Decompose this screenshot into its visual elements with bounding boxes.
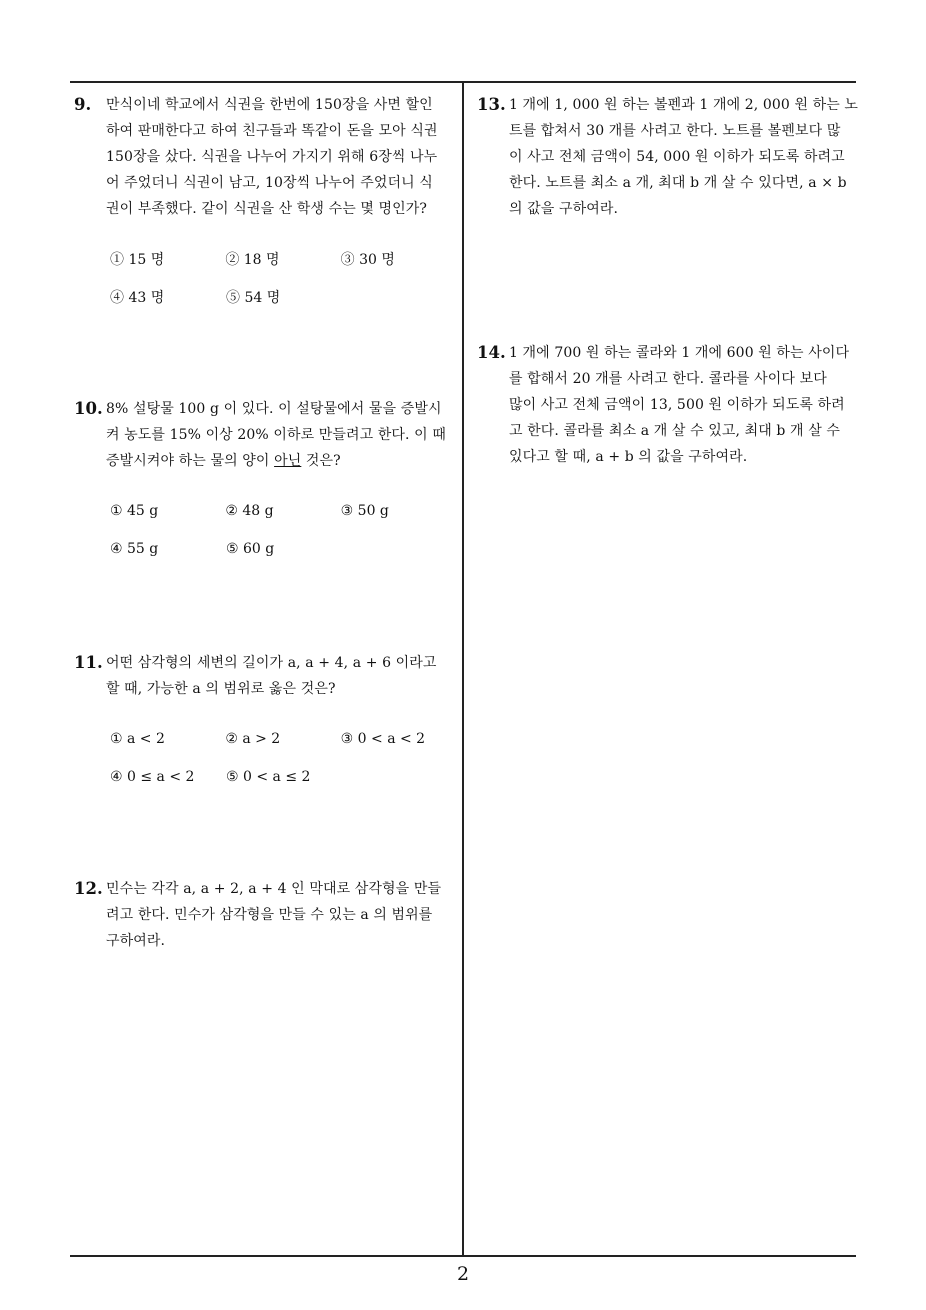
question-line: 150장을 샀다. 식권을 나누어 가지기 위해 6장씩 나누 (106, 149, 438, 165)
question-number: 10. (74, 399, 103, 418)
bottom-rule (70, 1255, 856, 1257)
column-divider (462, 81, 464, 1256)
page-number: 2 (456, 1263, 470, 1285)
question-line: 를 합해서 20 개를 사려고 한다. 콜라를 사이다 보다 (509, 371, 827, 387)
question-line: 이 사고 전체 금액이 54, 000 원 이하가 되도록 하려고 (509, 149, 845, 165)
question-text (106, 876, 456, 954)
question-line: 1 개에 700 원 하는 콜라와 1 개에 600 원 하는 사이다 (509, 345, 850, 361)
question-number: 11. (74, 653, 103, 672)
question-14 (477, 340, 862, 470)
choice-4[interactable]: ④ 43 명 (110, 290, 165, 306)
question-line: 하여 판매한다고 하여 친구들과 똑같이 돈을 모아 식권 (106, 123, 438, 139)
question-number: 9. (74, 95, 92, 114)
question-text (106, 396, 456, 474)
answer-choices (110, 720, 456, 796)
question-number: 12. (74, 879, 103, 898)
question-line: 구하여라. (106, 933, 166, 949)
answer-choices (110, 492, 456, 568)
choice-5[interactable]: ⑤ 0 < a ≤ 2 (226, 769, 311, 785)
choice-3[interactable]: ③ 50 g (340, 503, 389, 519)
choice-1[interactable]: ① 45 g (110, 503, 159, 519)
question-line: 만식이네 학교에서 식권을 한번에 150장을 사면 할인 (106, 97, 433, 113)
question-line (106, 448, 456, 474)
question-line: 어 주었더니 식권이 남고, 10장씩 나누어 주었더니 식 (106, 175, 433, 191)
choice-2[interactable]: ② 18 명 (225, 252, 280, 268)
question-9 (74, 92, 456, 316)
question-line: 고 한다. 콜라를 최소 a 개 살 수 있고, 최대 b 개 살 수 (509, 423, 840, 439)
underlined-word: 아닌 (274, 453, 302, 469)
question-line: 트를 합쳐서 30 개를 사려고 한다. 노트를 볼펜보다 많 (509, 123, 841, 139)
choice-4[interactable]: ④ 0 ≤ a < 2 (110, 769, 195, 785)
choice-1[interactable]: ① 15 명 (110, 252, 165, 268)
choice-1[interactable]: ① a < 2 (110, 731, 165, 747)
question-text (106, 650, 456, 702)
choice-2[interactable]: ② a > 2 (225, 731, 281, 747)
answer-choices (110, 240, 456, 316)
question-line: 있다고 할 때, a + b 의 값을 구하여라. (509, 449, 748, 465)
question-12 (74, 876, 456, 954)
question-line: 8% 설탕물 100 g 이 있다. 이 설탕물에서 물을 증발시 (106, 401, 442, 417)
question-line: 할 때, 가능한 a 의 범위로 옳은 것은? (106, 681, 336, 697)
choice-3[interactable]: ③ 0 < a < 2 (340, 731, 426, 747)
question-line: 어떤 삼각형의 세변의 길이가 a, a + 4, a + 6 이라고 (106, 655, 437, 671)
question-line-part: 증발시켜야 하는 물의 양이 (106, 453, 275, 469)
question-11 (74, 650, 456, 796)
choice-5[interactable]: ⑤ 60 g (226, 541, 275, 557)
question-line: 한다. 노트를 최소 a 개, 최대 b 개 살 수 있다면, a × b (509, 175, 847, 191)
question-10 (74, 396, 456, 568)
choice-4[interactable]: ④ 55 g (110, 541, 159, 557)
question-line: 켜 농도를 15% 이상 20% 이하로 만들려고 한다. 이 때 (106, 427, 446, 443)
question-number: 13. (477, 95, 506, 114)
question-13 (477, 92, 862, 222)
question-line: 려고 한다. 민수가 삼각형을 만들 수 있는 a 의 범위를 (106, 907, 433, 923)
question-line: 권이 부족했다. 같이 식권을 산 학생 수는 몇 명인가? (106, 201, 428, 217)
question-text (509, 340, 862, 470)
question-line: 많이 사고 전체 금액이 13, 500 원 이하가 되도록 하려 (509, 397, 845, 413)
question-text (509, 92, 862, 222)
question-text (106, 92, 456, 222)
question-line-part: 것은? (301, 453, 341, 469)
question-line: 민수는 각각 a, a + 2, a + 4 인 막대로 삼각형을 만들 (106, 881, 442, 897)
choice-2[interactable]: ② 48 g (225, 503, 274, 519)
choice-3[interactable]: ③ 30 명 (340, 252, 395, 268)
question-line: 의 값을 구하여라. (509, 201, 619, 217)
question-line: 1 개에 1, 000 원 하는 볼펜과 1 개에 2, 000 원 하는 노 (509, 97, 859, 113)
choice-5[interactable]: ⑤ 54 명 (226, 290, 281, 306)
question-number: 14. (477, 343, 506, 362)
